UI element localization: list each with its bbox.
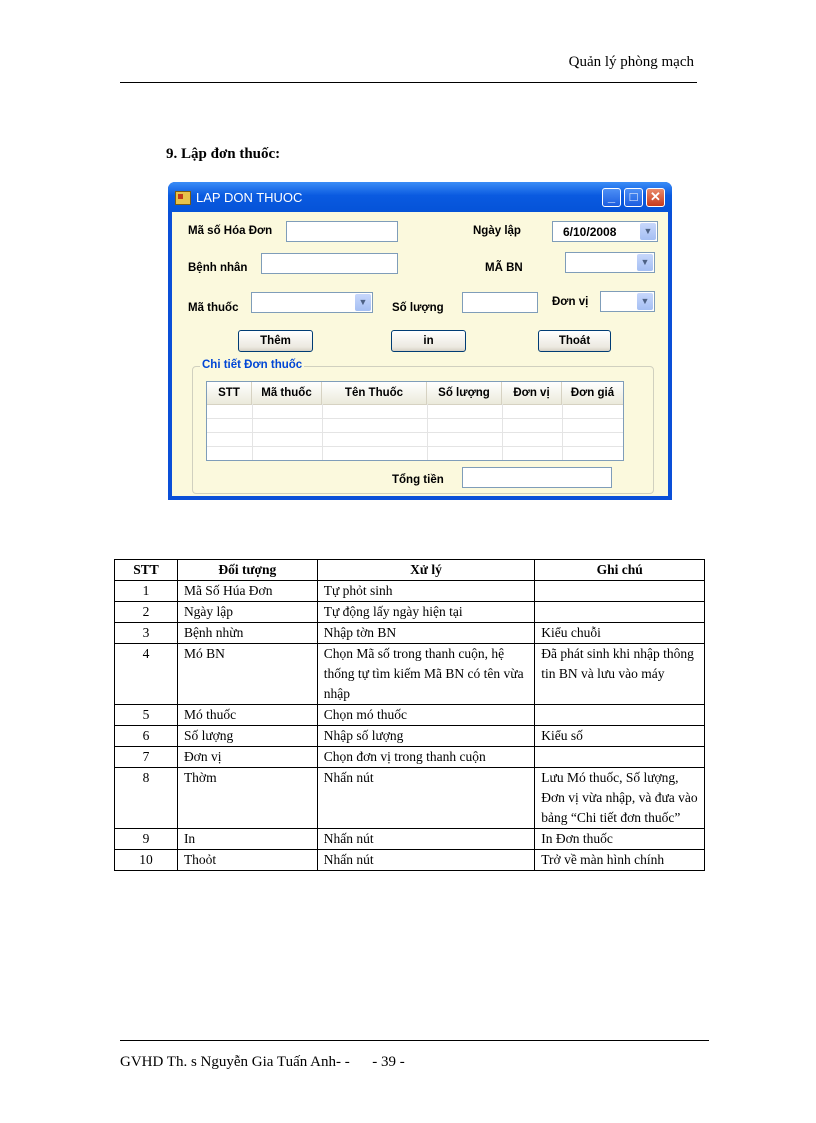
- table-cell: Kiểu số: [535, 726, 705, 747]
- table-row: [115, 726, 705, 747]
- table-row: [115, 768, 705, 829]
- table-header-cell: Đối tượng: [177, 560, 317, 581]
- table-cell: Số lượng: [177, 726, 317, 747]
- table-cell: Đơn vị: [177, 747, 317, 768]
- title-bar[interactable]: [168, 182, 672, 212]
- unit-label: Đơn vị: [552, 296, 589, 308]
- grid-col-line: [322, 404, 323, 460]
- grid-col-line: [502, 404, 503, 460]
- table-cell: Trở về màn hình chính: [535, 850, 705, 871]
- grid-col-price[interactable]: Đơn giá: [570, 387, 615, 399]
- table-cell: [535, 705, 705, 726]
- table-row: [115, 581, 705, 602]
- table-header-cell: Xử lý: [317, 560, 535, 581]
- header-title: Quản lý phòng mạch: [568, 54, 694, 70]
- invoice-no-input[interactable]: [286, 221, 398, 242]
- table-cell: Kiểu chuỗi: [535, 623, 705, 644]
- invoice-no-label: Mã số Hóa Đơn: [188, 225, 273, 237]
- dropdown-arrow-icon[interactable]: ▼: [640, 223, 656, 240]
- table-cell: 7: [115, 747, 178, 768]
- grid-col-line: [252, 404, 253, 460]
- table-cell: Lưu Mó thuốc, Số lượng, Đơn vị vừa nhập, và đưa vào bảng “Chi tiết đơn thuốc”: [535, 768, 705, 829]
- table-cell: [535, 602, 705, 623]
- close-icon[interactable]: ✕: [646, 188, 665, 207]
- grid-col-line: [427, 404, 428, 460]
- table-cell: In: [177, 829, 317, 850]
- table-cell: Đã phát sinh khi nhập thông tin BN và lưu vào máy: [535, 644, 705, 705]
- table-row: [115, 747, 705, 768]
- table-cell: Tự phỏt sinh: [317, 581, 535, 602]
- table-header-cell: Ghi chú: [535, 560, 705, 581]
- print-button[interactable]: in: [391, 330, 466, 352]
- table-cell: [535, 581, 705, 602]
- total-label: Tổng tiền: [392, 474, 444, 486]
- table-cell: Mó BN: [177, 644, 317, 705]
- table-cell: 8: [115, 768, 178, 829]
- exit-button[interactable]: Thoát: [538, 330, 611, 352]
- grid-col-drug-name[interactable]: Tên Thuốc: [322, 382, 427, 404]
- grid-row-line: [207, 418, 623, 419]
- table-cell: Tự động lấy ngày hiện tại: [317, 602, 535, 623]
- table-cell: Nhập số lượng: [317, 726, 535, 747]
- table-cell: Chọn Mã số trong thanh cuộn, hệ thống tự tìm kiếm Mã BN có tên vừa nhập: [317, 644, 535, 705]
- table-cell: 1: [115, 581, 178, 602]
- total-input[interactable]: [462, 467, 612, 488]
- table-cell: Nhấn nút: [317, 768, 535, 829]
- detail-group-title: Chi tiết Đơn thuốc: [202, 359, 303, 371]
- quantity-label: Số lượng: [392, 302, 444, 314]
- grid-row-line: [207, 432, 623, 433]
- patient-id-combo[interactable]: [565, 252, 655, 273]
- drug-code-combo[interactable]: [251, 292, 373, 313]
- table-cell: In Đơn thuốc: [535, 829, 705, 850]
- app-icon: [175, 191, 191, 205]
- grid-col-line: [562, 404, 563, 460]
- table-row: [115, 623, 705, 644]
- table-cell: Chọn mó thuốc: [317, 705, 535, 726]
- table-cell: 9: [115, 829, 178, 850]
- dropdown-arrow-icon[interactable]: ▼: [637, 293, 653, 310]
- table-header-cell: STT: [115, 560, 178, 581]
- grid-col-unit[interactable]: Đơn vị: [502, 382, 562, 404]
- minimize-icon[interactable]: _: [602, 188, 621, 207]
- grid-col-drug-code[interactable]: Mã thuốc: [252, 382, 322, 404]
- detail-grid[interactable]: [206, 381, 624, 461]
- add-button[interactable]: Thêm: [238, 330, 313, 352]
- header-divider: [120, 82, 697, 83]
- grid-header: [207, 382, 623, 405]
- drug-code-label: Mã thuốc: [188, 302, 239, 314]
- footer-text: GVHD Th. s Nguyễn Gia Tuấn Anh- - - 39 -: [120, 1054, 405, 1070]
- table-cell: Nhấn nút: [317, 850, 535, 871]
- patient-label: Bệnh nhân: [188, 262, 248, 274]
- table-cell: Mã Số Húa Đơn: [177, 581, 317, 602]
- table-row: [115, 829, 705, 850]
- section-heading: 9. Lập đơn thuốc:: [166, 146, 281, 162]
- table-row: [115, 850, 705, 871]
- table-cell: 4: [115, 644, 178, 705]
- table-cell: 5: [115, 705, 178, 726]
- date-label: Ngày lập: [473, 225, 521, 237]
- unit-combo[interactable]: [600, 291, 655, 312]
- table-cell: Nhập tờn BN: [317, 623, 535, 644]
- quantity-input[interactable]: [462, 292, 538, 313]
- grid-col-quantity[interactable]: Số lượng: [427, 382, 502, 404]
- footer-divider: [120, 1040, 709, 1041]
- date-value: 6/10/2008: [563, 225, 617, 239]
- table-cell: Thoỏt: [177, 850, 317, 871]
- table-row: [115, 602, 705, 623]
- date-picker[interactable]: [552, 221, 658, 242]
- dropdown-arrow-icon[interactable]: ▼: [637, 254, 653, 271]
- dropdown-arrow-icon[interactable]: ▼: [355, 294, 371, 311]
- patient-input[interactable]: [261, 253, 398, 274]
- table-cell: Ngày lập: [177, 602, 317, 623]
- grid-col-stt[interactable]: STT: [207, 382, 252, 404]
- table-cell: 2: [115, 602, 178, 623]
- table-cell: Thờm: [177, 768, 317, 829]
- table-cell: 3: [115, 623, 178, 644]
- table-cell: 6: [115, 726, 178, 747]
- table-header-row: [115, 560, 705, 581]
- maximize-icon[interactable]: □: [624, 188, 643, 207]
- patient-id-label: MÃ BN: [485, 262, 523, 274]
- table-cell: Mó thuốc: [177, 705, 317, 726]
- table-row: [115, 644, 705, 705]
- table-cell: Bệnh nhừn: [177, 623, 317, 644]
- table-cell: 10: [115, 850, 178, 871]
- table-row: [115, 705, 705, 726]
- table-cell: Nhấn nút: [317, 829, 535, 850]
- table-cell: [535, 747, 705, 768]
- description-table: [114, 559, 705, 871]
- window-title: LAP DON THUOC: [196, 190, 303, 205]
- grid-row-line: [207, 446, 623, 447]
- table-cell: Chọn đơn vị trong thanh cuộn: [317, 747, 535, 768]
